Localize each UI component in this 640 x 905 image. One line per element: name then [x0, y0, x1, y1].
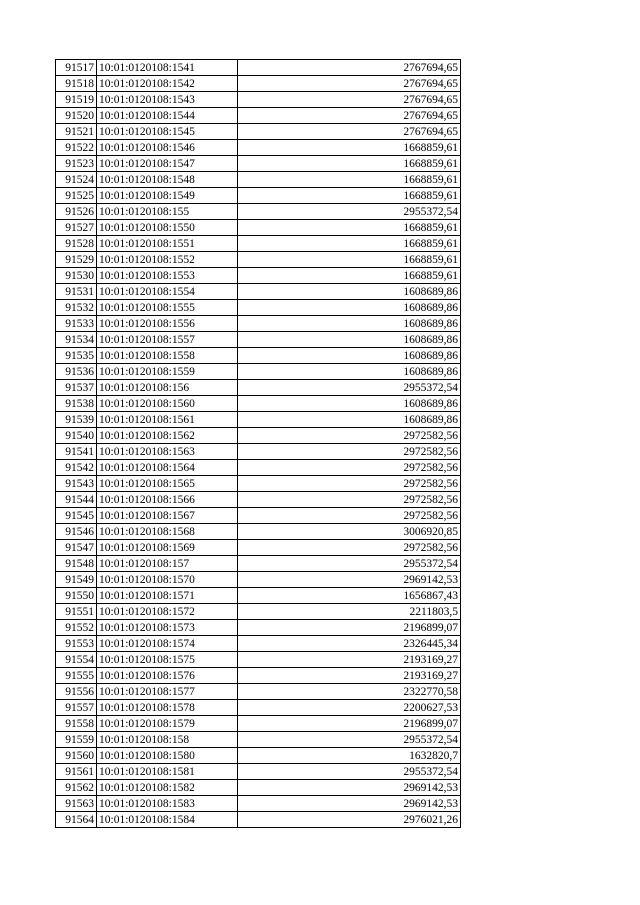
- row-id-cell: 91530: [56, 268, 97, 284]
- table-row: [56, 284, 461, 300]
- value-cell: 2955372,54: [238, 380, 461, 396]
- row-id-cell: 91542: [56, 460, 97, 476]
- value-cell: 1668859,61: [238, 172, 461, 188]
- table-row: [56, 748, 461, 764]
- row-id-cell: 91550: [56, 588, 97, 604]
- row-id-cell: 91538: [56, 396, 97, 412]
- cadastral-number-cell: 10:01:0120108:1581: [97, 764, 238, 780]
- table-row: [56, 524, 461, 540]
- value-cell: 2972582,56: [238, 444, 461, 460]
- table-row: [56, 796, 461, 812]
- row-id-cell: 91532: [56, 300, 97, 316]
- value-cell: 1608689,86: [238, 412, 461, 428]
- table-row: [56, 108, 461, 124]
- table-row: [56, 652, 461, 668]
- value-cell: 2200627,53: [238, 700, 461, 716]
- value-cell: 3006920,85: [238, 524, 461, 540]
- table-row: [56, 140, 461, 156]
- row-id-cell: 91523: [56, 156, 97, 172]
- row-id-cell: 91561: [56, 764, 97, 780]
- table-row: [56, 60, 461, 76]
- cadastral-number-cell: 10:01:0120108:158: [97, 732, 238, 748]
- cadastral-number-cell: 10:01:0120108:1548: [97, 172, 238, 188]
- table-row: [56, 188, 461, 204]
- row-id-cell: 91518: [56, 76, 97, 92]
- row-id-cell: 91562: [56, 780, 97, 796]
- table-row: [56, 252, 461, 268]
- table-row: [56, 604, 461, 620]
- table-row: [56, 316, 461, 332]
- row-id-cell: 91526: [56, 204, 97, 220]
- row-id-cell: 91559: [56, 732, 97, 748]
- cadastral-number-cell: 10:01:0120108:1549: [97, 188, 238, 204]
- table-row: [56, 556, 461, 572]
- table-row: [56, 220, 461, 236]
- table-row: [56, 268, 461, 284]
- cadastral-number-cell: 10:01:0120108:1573: [97, 620, 238, 636]
- value-cell: 2767694,65: [238, 108, 461, 124]
- value-cell: 2972582,56: [238, 476, 461, 492]
- cadastral-number-cell: 10:01:0120108:1551: [97, 236, 238, 252]
- table-row: [56, 300, 461, 316]
- table-row: [56, 332, 461, 348]
- cadastral-number-cell: 10:01:0120108:1569: [97, 540, 238, 556]
- value-cell: 2972582,56: [238, 492, 461, 508]
- table-row: [56, 460, 461, 476]
- value-cell: 2972582,56: [238, 508, 461, 524]
- value-cell: 1608689,86: [238, 396, 461, 412]
- value-cell: 2193169,27: [238, 652, 461, 668]
- row-id-cell: 91547: [56, 540, 97, 556]
- row-id-cell: 91536: [56, 364, 97, 380]
- row-id-cell: 91558: [56, 716, 97, 732]
- row-id-cell: 91553: [56, 636, 97, 652]
- cadastral-number-cell: 10:01:0120108:1547: [97, 156, 238, 172]
- cadastral-number-cell: 10:01:0120108:1550: [97, 220, 238, 236]
- row-id-cell: 91564: [56, 812, 97, 828]
- cadastral-number-cell: 10:01:0120108:1576: [97, 668, 238, 684]
- value-cell: 1668859,61: [238, 140, 461, 156]
- table-row: [56, 684, 461, 700]
- cadastral-number-cell: 10:01:0120108:1570: [97, 572, 238, 588]
- table-row: [56, 716, 461, 732]
- value-cell: 2969142,53: [238, 796, 461, 812]
- table-row: [56, 76, 461, 92]
- row-id-cell: 91533: [56, 316, 97, 332]
- table-row: [56, 172, 461, 188]
- table-row: [56, 412, 461, 428]
- cadastral-number-cell: 10:01:0120108:1543: [97, 92, 238, 108]
- cadastral-number-cell: 10:01:0120108:1561: [97, 412, 238, 428]
- value-cell: 1668859,61: [238, 220, 461, 236]
- row-id-cell: 91544: [56, 492, 97, 508]
- row-id-cell: 91517: [56, 60, 97, 76]
- cadastral-number-cell: 10:01:0120108:1583: [97, 796, 238, 812]
- value-cell: 2969142,53: [238, 780, 461, 796]
- row-id-cell: 91521: [56, 124, 97, 140]
- row-id-cell: 91546: [56, 524, 97, 540]
- value-cell: 1608689,86: [238, 348, 461, 364]
- value-cell: 1608689,86: [238, 332, 461, 348]
- cadastral-number-cell: 10:01:0120108:1553: [97, 268, 238, 284]
- cadastral-number-cell: 10:01:0120108:1558: [97, 348, 238, 364]
- value-cell: 2767694,65: [238, 76, 461, 92]
- row-id-cell: 91563: [56, 796, 97, 812]
- cadastral-number-cell: 10:01:0120108:1575: [97, 652, 238, 668]
- row-id-cell: 91535: [56, 348, 97, 364]
- value-cell: 2211803,5: [238, 604, 461, 620]
- row-id-cell: 91527: [56, 220, 97, 236]
- value-cell: 2767694,65: [238, 124, 461, 140]
- value-cell: 2955372,54: [238, 764, 461, 780]
- cadastral-number-cell: 10:01:0120108:1559: [97, 364, 238, 380]
- value-cell: 2972582,56: [238, 460, 461, 476]
- table-row: [56, 236, 461, 252]
- table-row: [56, 364, 461, 380]
- cadastral-number-cell: 10:01:0120108:1574: [97, 636, 238, 652]
- table-row: [56, 764, 461, 780]
- cadastral-number-cell: 10:01:0120108:156: [97, 380, 238, 396]
- cadastral-number-cell: 10:01:0120108:1555: [97, 300, 238, 316]
- cadastral-number-cell: 10:01:0120108:1580: [97, 748, 238, 764]
- value-cell: 2326445,34: [238, 636, 461, 652]
- cadastral-number-cell: 10:01:0120108:1578: [97, 700, 238, 716]
- cadastral-number-cell: 10:01:0120108:1560: [97, 396, 238, 412]
- row-id-cell: 91539: [56, 412, 97, 428]
- table-body: [56, 60, 461, 828]
- value-cell: 1668859,61: [238, 268, 461, 284]
- value-cell: 1632820,7: [238, 748, 461, 764]
- table-row: [56, 668, 461, 684]
- table-row: [56, 428, 461, 444]
- cadastral-number-cell: 10:01:0120108:1566: [97, 492, 238, 508]
- value-cell: 2196899,07: [238, 716, 461, 732]
- cadastral-number-cell: 10:01:0120108:1544: [97, 108, 238, 124]
- row-id-cell: 91560: [56, 748, 97, 764]
- row-id-cell: 91548: [56, 556, 97, 572]
- value-cell: 1656867,43: [238, 588, 461, 604]
- row-id-cell: 91520: [56, 108, 97, 124]
- cadastral-number-cell: 10:01:0120108:1541: [97, 60, 238, 76]
- value-cell: 1608689,86: [238, 316, 461, 332]
- cadastral-number-cell: 10:01:0120108:1554: [97, 284, 238, 300]
- table-row: [56, 476, 461, 492]
- row-id-cell: 91537: [56, 380, 97, 396]
- row-id-cell: 91534: [56, 332, 97, 348]
- table-row: [56, 636, 461, 652]
- row-id-cell: 91555: [56, 668, 97, 684]
- table-row: [56, 508, 461, 524]
- table-row: [56, 812, 461, 828]
- cadastral-number-cell: 10:01:0120108:1545: [97, 124, 238, 140]
- value-cell: 2955372,54: [238, 556, 461, 572]
- value-cell: 2972582,56: [238, 540, 461, 556]
- row-id-cell: 91556: [56, 684, 97, 700]
- cadastral-number-cell: 10:01:0120108:1582: [97, 780, 238, 796]
- row-id-cell: 91541: [56, 444, 97, 460]
- table-row: [56, 700, 461, 716]
- row-id-cell: 91545: [56, 508, 97, 524]
- cadastral-number-cell: 10:01:0120108:1556: [97, 316, 238, 332]
- value-cell: 1608689,86: [238, 364, 461, 380]
- table-row: [56, 156, 461, 172]
- value-cell: 2955372,54: [238, 732, 461, 748]
- cadastral-number-cell: 10:01:0120108:1562: [97, 428, 238, 444]
- table-row: [56, 572, 461, 588]
- row-id-cell: 91554: [56, 652, 97, 668]
- cadastral-number-cell: 10:01:0120108:1542: [97, 76, 238, 92]
- value-cell: 1668859,61: [238, 156, 461, 172]
- table-row: [56, 396, 461, 412]
- value-cell: 2976021,26: [238, 812, 461, 828]
- table-row: [56, 540, 461, 556]
- cadastral-number-cell: 10:01:0120108:1567: [97, 508, 238, 524]
- cadastral-number-cell: 10:01:0120108:1577: [97, 684, 238, 700]
- value-cell: 1608689,86: [238, 300, 461, 316]
- table-row: [56, 92, 461, 108]
- row-id-cell: 91525: [56, 188, 97, 204]
- cadastral-number-cell: 10:01:0120108:1563: [97, 444, 238, 460]
- row-id-cell: 91557: [56, 700, 97, 716]
- value-cell: 2322770,58: [238, 684, 461, 700]
- value-cell: 1668859,61: [238, 252, 461, 268]
- cadastral-number-cell: 10:01:0120108:1584: [97, 812, 238, 828]
- table-row: [56, 732, 461, 748]
- cadastral-number-cell: 10:01:0120108:1565: [97, 476, 238, 492]
- row-id-cell: 91522: [56, 140, 97, 156]
- table-row: [56, 620, 461, 636]
- value-cell: 2955372,54: [238, 204, 461, 220]
- value-cell: 1668859,61: [238, 236, 461, 252]
- cadastral-number-cell: 10:01:0120108:1579: [97, 716, 238, 732]
- table-row: [56, 204, 461, 220]
- value-cell: 2196899,07: [238, 620, 461, 636]
- row-id-cell: 91543: [56, 476, 97, 492]
- row-id-cell: 91529: [56, 252, 97, 268]
- cadastral-number-cell: 10:01:0120108:155: [97, 204, 238, 220]
- value-cell: 2972582,56: [238, 428, 461, 444]
- table-row: [56, 588, 461, 604]
- row-id-cell: 91528: [56, 236, 97, 252]
- value-cell: 1608689,86: [238, 284, 461, 300]
- cadastral-number-cell: 10:01:0120108:157: [97, 556, 238, 572]
- cadastral-number-cell: 10:01:0120108:1572: [97, 604, 238, 620]
- data-table: [55, 59, 461, 828]
- table-row: [56, 780, 461, 796]
- table-row: [56, 124, 461, 140]
- cadastral-number-cell: 10:01:0120108:1557: [97, 332, 238, 348]
- table-row: [56, 348, 461, 364]
- row-id-cell: 91549: [56, 572, 97, 588]
- value-cell: 2767694,65: [238, 60, 461, 76]
- value-cell: 2969142,53: [238, 572, 461, 588]
- cadastral-number-cell: 10:01:0120108:1568: [97, 524, 238, 540]
- row-id-cell: 91540: [56, 428, 97, 444]
- table-row: [56, 380, 461, 396]
- row-id-cell: 91551: [56, 604, 97, 620]
- value-cell: 1668859,61: [238, 188, 461, 204]
- table-row: [56, 444, 461, 460]
- value-cell: 2767694,65: [238, 92, 461, 108]
- row-id-cell: 91531: [56, 284, 97, 300]
- cadastral-number-cell: 10:01:0120108:1564: [97, 460, 238, 476]
- cadastral-number-cell: 10:01:0120108:1552: [97, 252, 238, 268]
- row-id-cell: 91524: [56, 172, 97, 188]
- row-id-cell: 91519: [56, 92, 97, 108]
- cadastral-number-cell: 10:01:0120108:1546: [97, 140, 238, 156]
- row-id-cell: 91552: [56, 620, 97, 636]
- cadastral-number-cell: 10:01:0120108:1571: [97, 588, 238, 604]
- table-row: [56, 492, 461, 508]
- value-cell: 2193169,27: [238, 668, 461, 684]
